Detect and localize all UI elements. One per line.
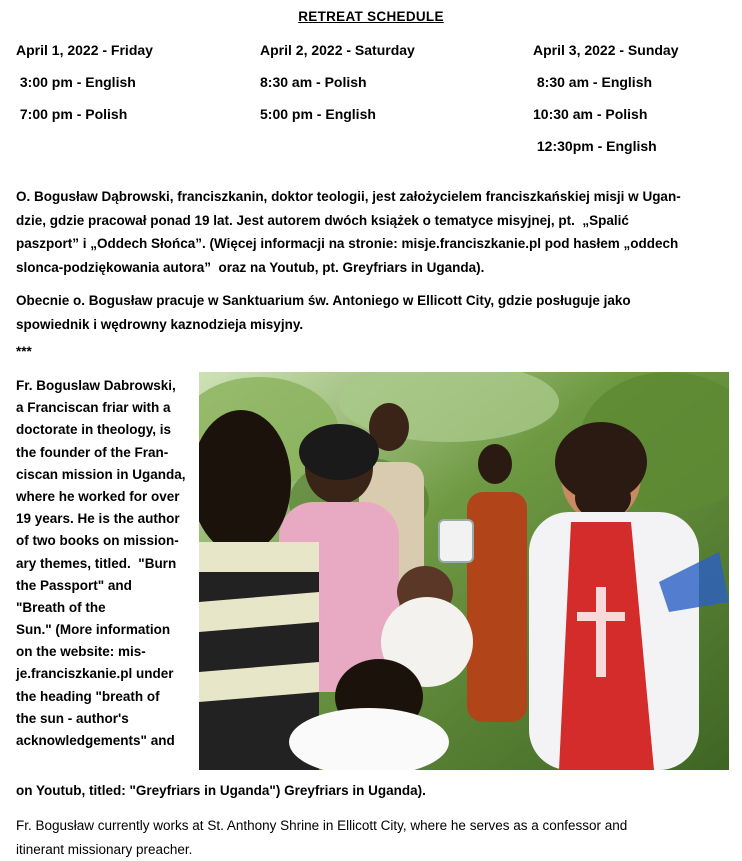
text-line: on the website: mis- — [16, 641, 196, 663]
schedule-time: 8:30 am - English — [533, 72, 679, 104]
schedule-date: April 3, 2022 - Sunday — [533, 40, 679, 72]
english-bio-paragraph — [16, 375, 196, 752]
text-line: "Breath of the — [16, 597, 196, 619]
polish-current-paragraph — [16, 289, 726, 336]
baptism-photo — [199, 372, 729, 770]
schedule-time: 8:30 am - Polish — [260, 72, 415, 104]
english-bio-tail: on Youtub, titled: "Greyfriars in Uganda") Greyfriars in Uganda). — [16, 783, 426, 798]
text-line: a Franciscan friar with a — [16, 397, 196, 419]
schedule-date: April 1, 2022 - Friday — [16, 40, 153, 72]
english-current-paragraph — [16, 814, 716, 861]
polish-bio-paragraph — [16, 185, 726, 279]
text-line: Sun." (More information — [16, 619, 196, 641]
text-line: doctorate in theology, is — [16, 419, 196, 441]
page-title: RETREAT SCHEDULE — [0, 9, 742, 24]
schedule-time: 5:00 pm - English — [260, 104, 415, 136]
schedule-time: 12:30pm - English — [533, 136, 679, 168]
schedule-day-saturday — [260, 40, 415, 136]
text-line: O. Bogusław Dąbrowski, franciszkanin, doktor teologii, jest założycielem franciszkańskiej misji w Ugan- — [16, 185, 726, 209]
schedule-time: 10:30 am - Polish — [533, 104, 679, 136]
schedule-day-friday — [16, 40, 153, 136]
text-line: paszport” i „Oddech Słońca”. (Więcej informacji na stronie: misje.franciszkanie.pl pod hasłem „oddech — [16, 232, 726, 256]
text-line: je.franciszkanie.pl under — [16, 663, 196, 685]
text-line: Fr. Bogusław currently works at St. Anthony Shrine in Ellicott City, where he serves as a confessor and — [16, 814, 716, 838]
text-line: Fr. Boguslaw Dabrowski, — [16, 375, 196, 397]
text-line: ciscan mission in Uganda, — [16, 464, 196, 486]
schedule-day-sunday — [533, 40, 679, 168]
text-line: the sun - author's — [16, 708, 196, 730]
text-line: where he worked for over — [16, 486, 196, 508]
text-line: ary themes, titled. "Burn — [16, 553, 196, 575]
section-separator: *** — [16, 344, 32, 359]
text-line: spowiednik i wędrowny kaznodzieja misyjny. — [16, 313, 726, 337]
text-line: the Passport" and — [16, 575, 196, 597]
schedule-time: 3:00 pm - English — [16, 72, 153, 104]
text-line: of two books on mission- — [16, 530, 196, 552]
schedule-date: April 2, 2022 - Saturday — [260, 40, 415, 72]
schedule-time: 7:00 pm - Polish — [16, 104, 153, 136]
text-line: Obecnie o. Bogusław pracuje w Sanktuarium św. Antoniego w Ellicott City, gdzie posługuje jako — [16, 289, 726, 313]
text-line: 19 years. He is the author — [16, 508, 196, 530]
text-line: the heading "breath of — [16, 686, 196, 708]
text-line: dzie, gdzie pracował ponad 19 lat. Jest autorem dwóch książek o tematyce misyjnej, pt. „Spalić — [16, 209, 726, 233]
text-line: acknowledgements" and — [16, 730, 196, 752]
text-line: itinerant missionary preacher. — [16, 838, 716, 861]
text-line: the founder of the Fran- — [16, 442, 196, 464]
text-line: slonca-podziękowania autora” oraz na Youtub, pt. Greyfriars in Uganda). — [16, 256, 726, 280]
